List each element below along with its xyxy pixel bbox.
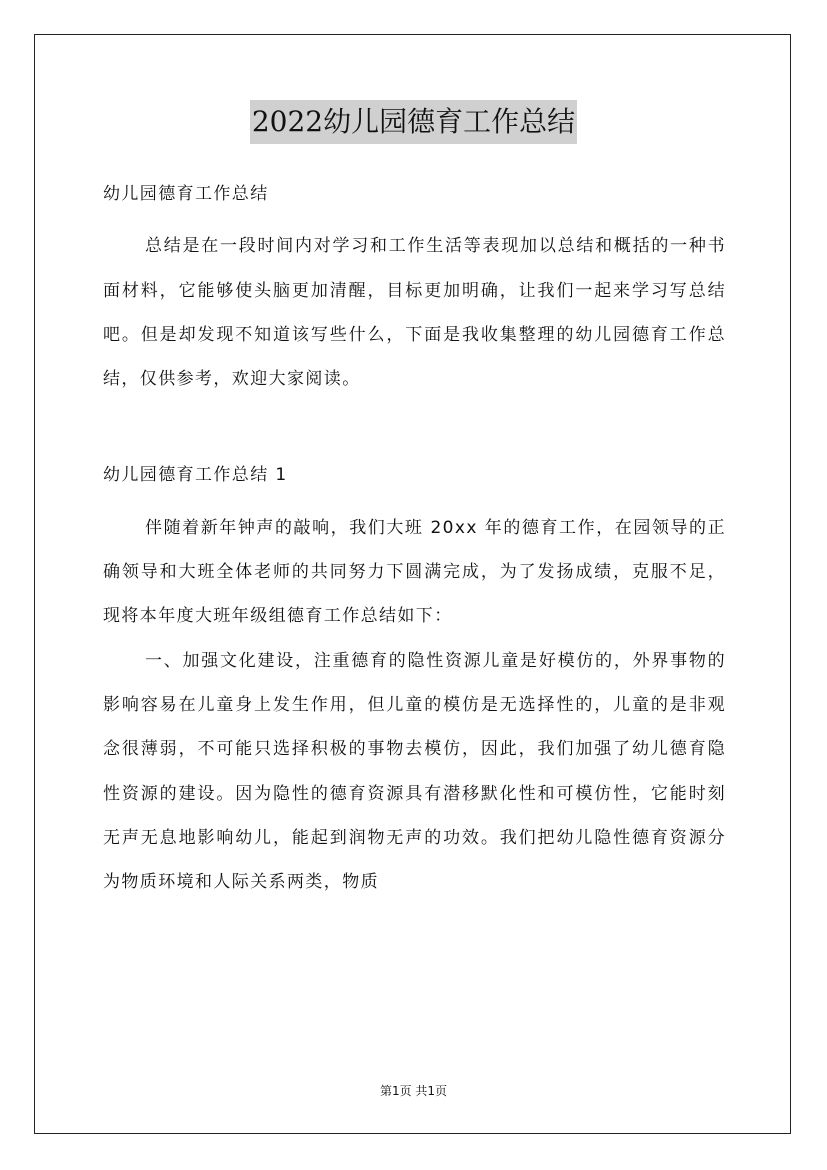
section1-paragraph-1: 伴随着新年钟声的敲响，我们大班 20xx 年的德育工作，在园领导的正确领导和大班全体老师的共同努力下圆满完成，为了发扬成绩，克服不足，现将本年度大班年级组德育工作总结如下： [103, 517, 726, 627]
page-footer [0, 1082, 827, 1099]
document-subtitle: 幼儿园德育工作总结 [103, 184, 269, 204]
page-number: 第1页 共1页 [379, 1084, 448, 1098]
document-title [0, 100, 827, 144]
section1-paragraph-2: 一、加强文化建设，注重德育的隐性资源儿童是好模仿的，外界事物的影响容易在儿童身上发生作用，但儿童的模仿是无选择性的，儿童的是非观念很薄弱，不可能只选择积极的事物去模仿，因此，我们加强了幼儿德育隐性资源的建设。因为隐性的德育资源具有潜移默化性和可模仿性，它能时刻无声无息地影响幼儿，能起到润物无声的功效。我们把幼儿隐性德育资源分为物质环境和人际关系两类，物质 [103, 650, 726, 893]
section-heading-1: 幼儿园德育工作总结 1 [103, 465, 288, 486]
intro-paragraph: 总结是在一段时间内对学习和工作生活等表现加以总结和概括的一种书面材料，它能够使头脑更加清醒，目标更加明确，让我们一起来学习写总结吧。但是却发现不知道该写些什么，下面是我收集整理的幼儿园德育工作总结，仅供参考，欢迎大家阅读。 [103, 236, 726, 390]
document-body [103, 172, 726, 904]
document-title-text: 2022幼儿园德育工作总结 [250, 100, 577, 144]
